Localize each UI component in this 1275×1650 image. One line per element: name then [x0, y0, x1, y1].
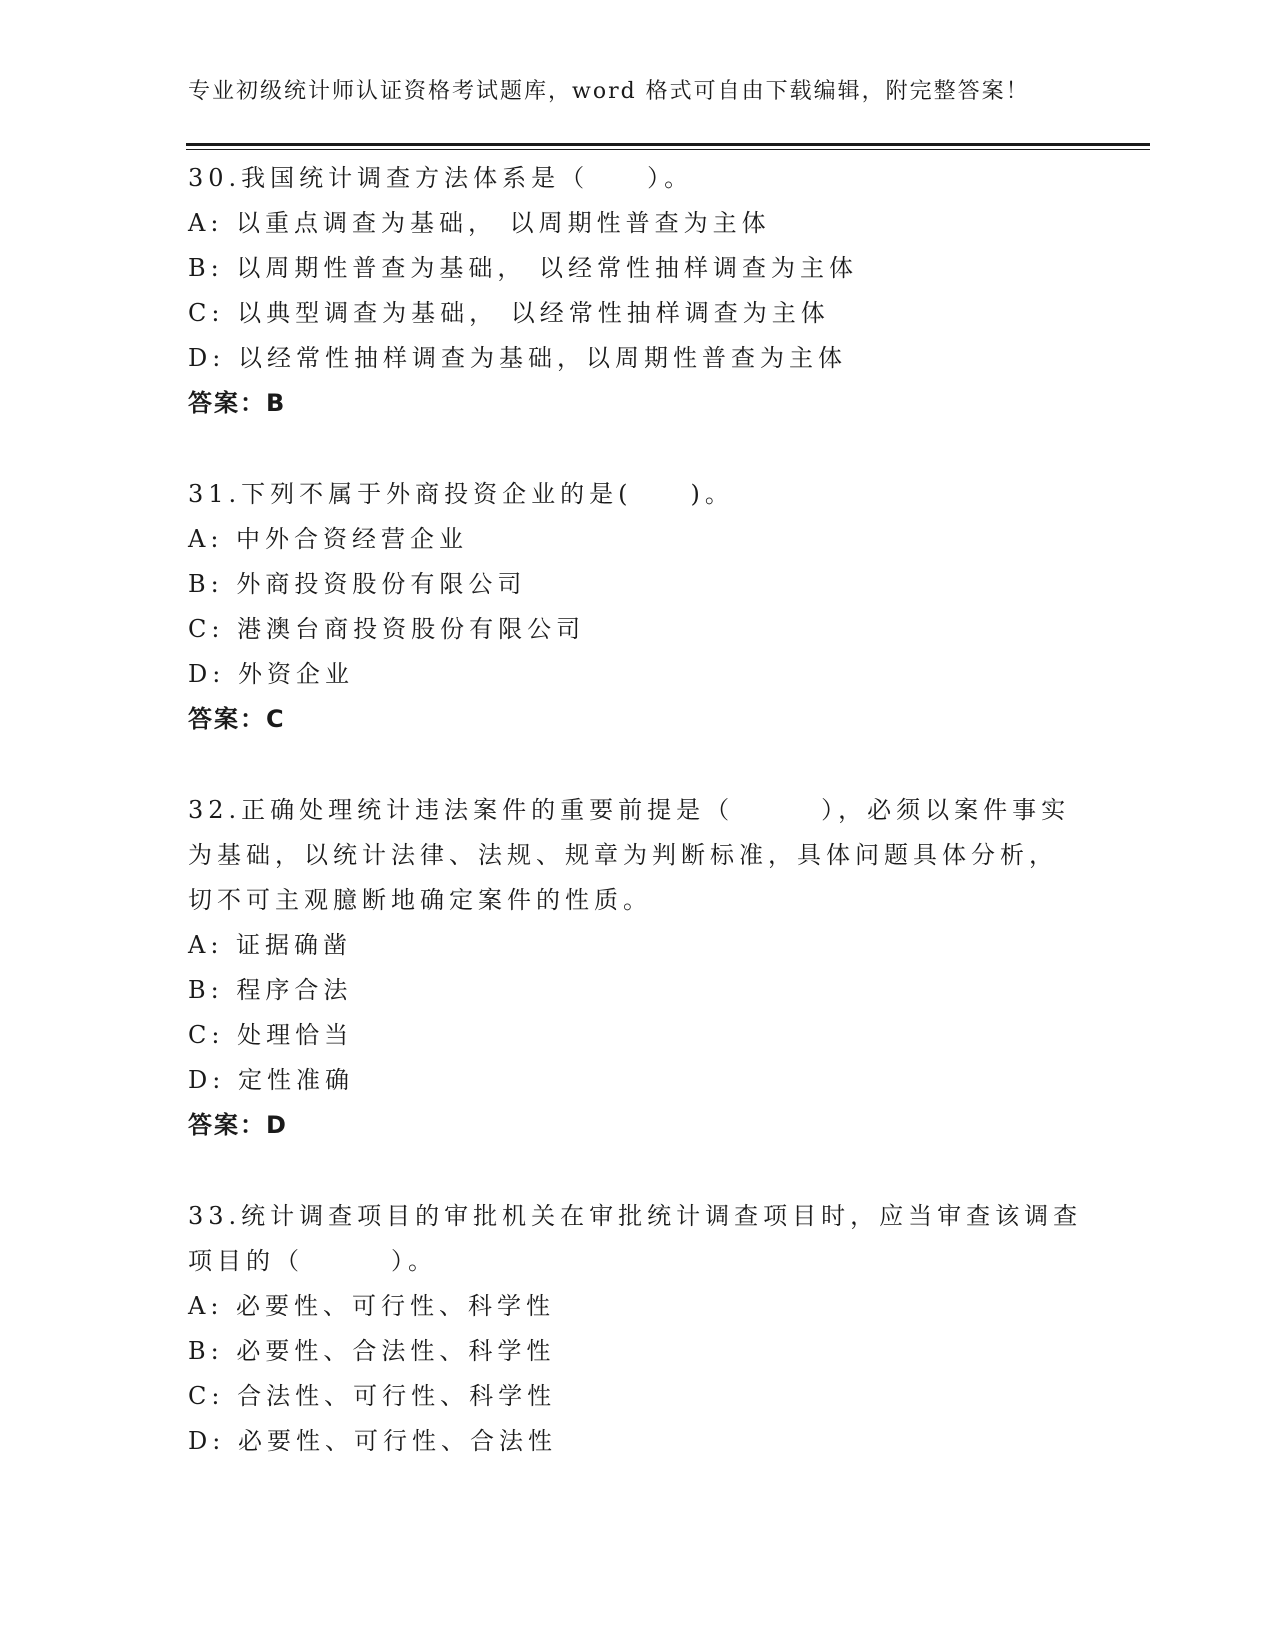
question-33	[188, 1194, 1088, 1464]
question-stem-line-2: 项目的（ ）。	[188, 1247, 437, 1275]
option-c: C: 以典型调查为基础， 以经常性抽样调查为主体	[188, 299, 830, 327]
option-a: A: 以重点调查为基础， 以周期性普查为主体	[188, 209, 771, 237]
option-c: C: 处理恰当	[188, 1021, 354, 1049]
option-d: D: 定性准确	[188, 1066, 354, 1094]
question-list	[188, 156, 1088, 1464]
option-b: B: 必要性、合法性、科学性	[188, 1337, 556, 1365]
option-d: D: 以经常性抽样调查为基础，以周期性普查为主体	[188, 344, 847, 372]
option-c: C: 港澳台商投资股份有限公司	[188, 615, 586, 643]
answer: 答案：C	[188, 705, 286, 733]
page-header: 专业初级统计师认证资格考试题库，word 格式可自由下载编辑，附完整答案！	[188, 79, 1030, 104]
question-stem: 31.下列不属于外商投资企业的是( )。	[188, 480, 734, 508]
question-stem-line-1: 32.正确处理统计违法案件的重要前提是（ ），必须以案件事实	[188, 796, 1071, 824]
option-b: B: 外商投资股份有限公司	[188, 570, 527, 598]
header-rule-thick	[186, 143, 1150, 146]
answer: 答案：B	[188, 389, 287, 417]
answer: 答案：D	[188, 1111, 288, 1139]
option-d: D: 外资企业	[188, 660, 354, 688]
option-b: B: 以周期性普查为基础， 以经常性抽样调查为主体	[188, 254, 858, 282]
question-31	[188, 472, 1088, 742]
option-b: B: 程序合法	[188, 976, 353, 1004]
option-a: A: 中外合资经营企业	[188, 525, 469, 553]
question-30	[188, 156, 1088, 426]
option-c: C: 合法性、可行性、科学性	[188, 1382, 557, 1410]
question-stem-line-3: 切不可主观臆断地确定案件的性质。	[188, 886, 652, 914]
question-stem-line-1: 33.统计调查项目的审批机关在审批统计调查项目时，应当审查该调查	[188, 1202, 1083, 1230]
header-rule-thin	[186, 149, 1150, 150]
question-stem: 30.我国统计调查方法体系是（ ）。	[188, 164, 694, 192]
option-d: D: 必要性、可行性、合法性	[188, 1427, 557, 1455]
option-a: A: 必要性、可行性、科学性	[188, 1292, 556, 1320]
question-stem-line-2: 为基础，以统计法律、法规、规章为判断标准，具体问题具体分析，	[188, 841, 1058, 869]
option-a: A: 证据确凿	[188, 931, 353, 959]
question-32	[188, 788, 1088, 1148]
